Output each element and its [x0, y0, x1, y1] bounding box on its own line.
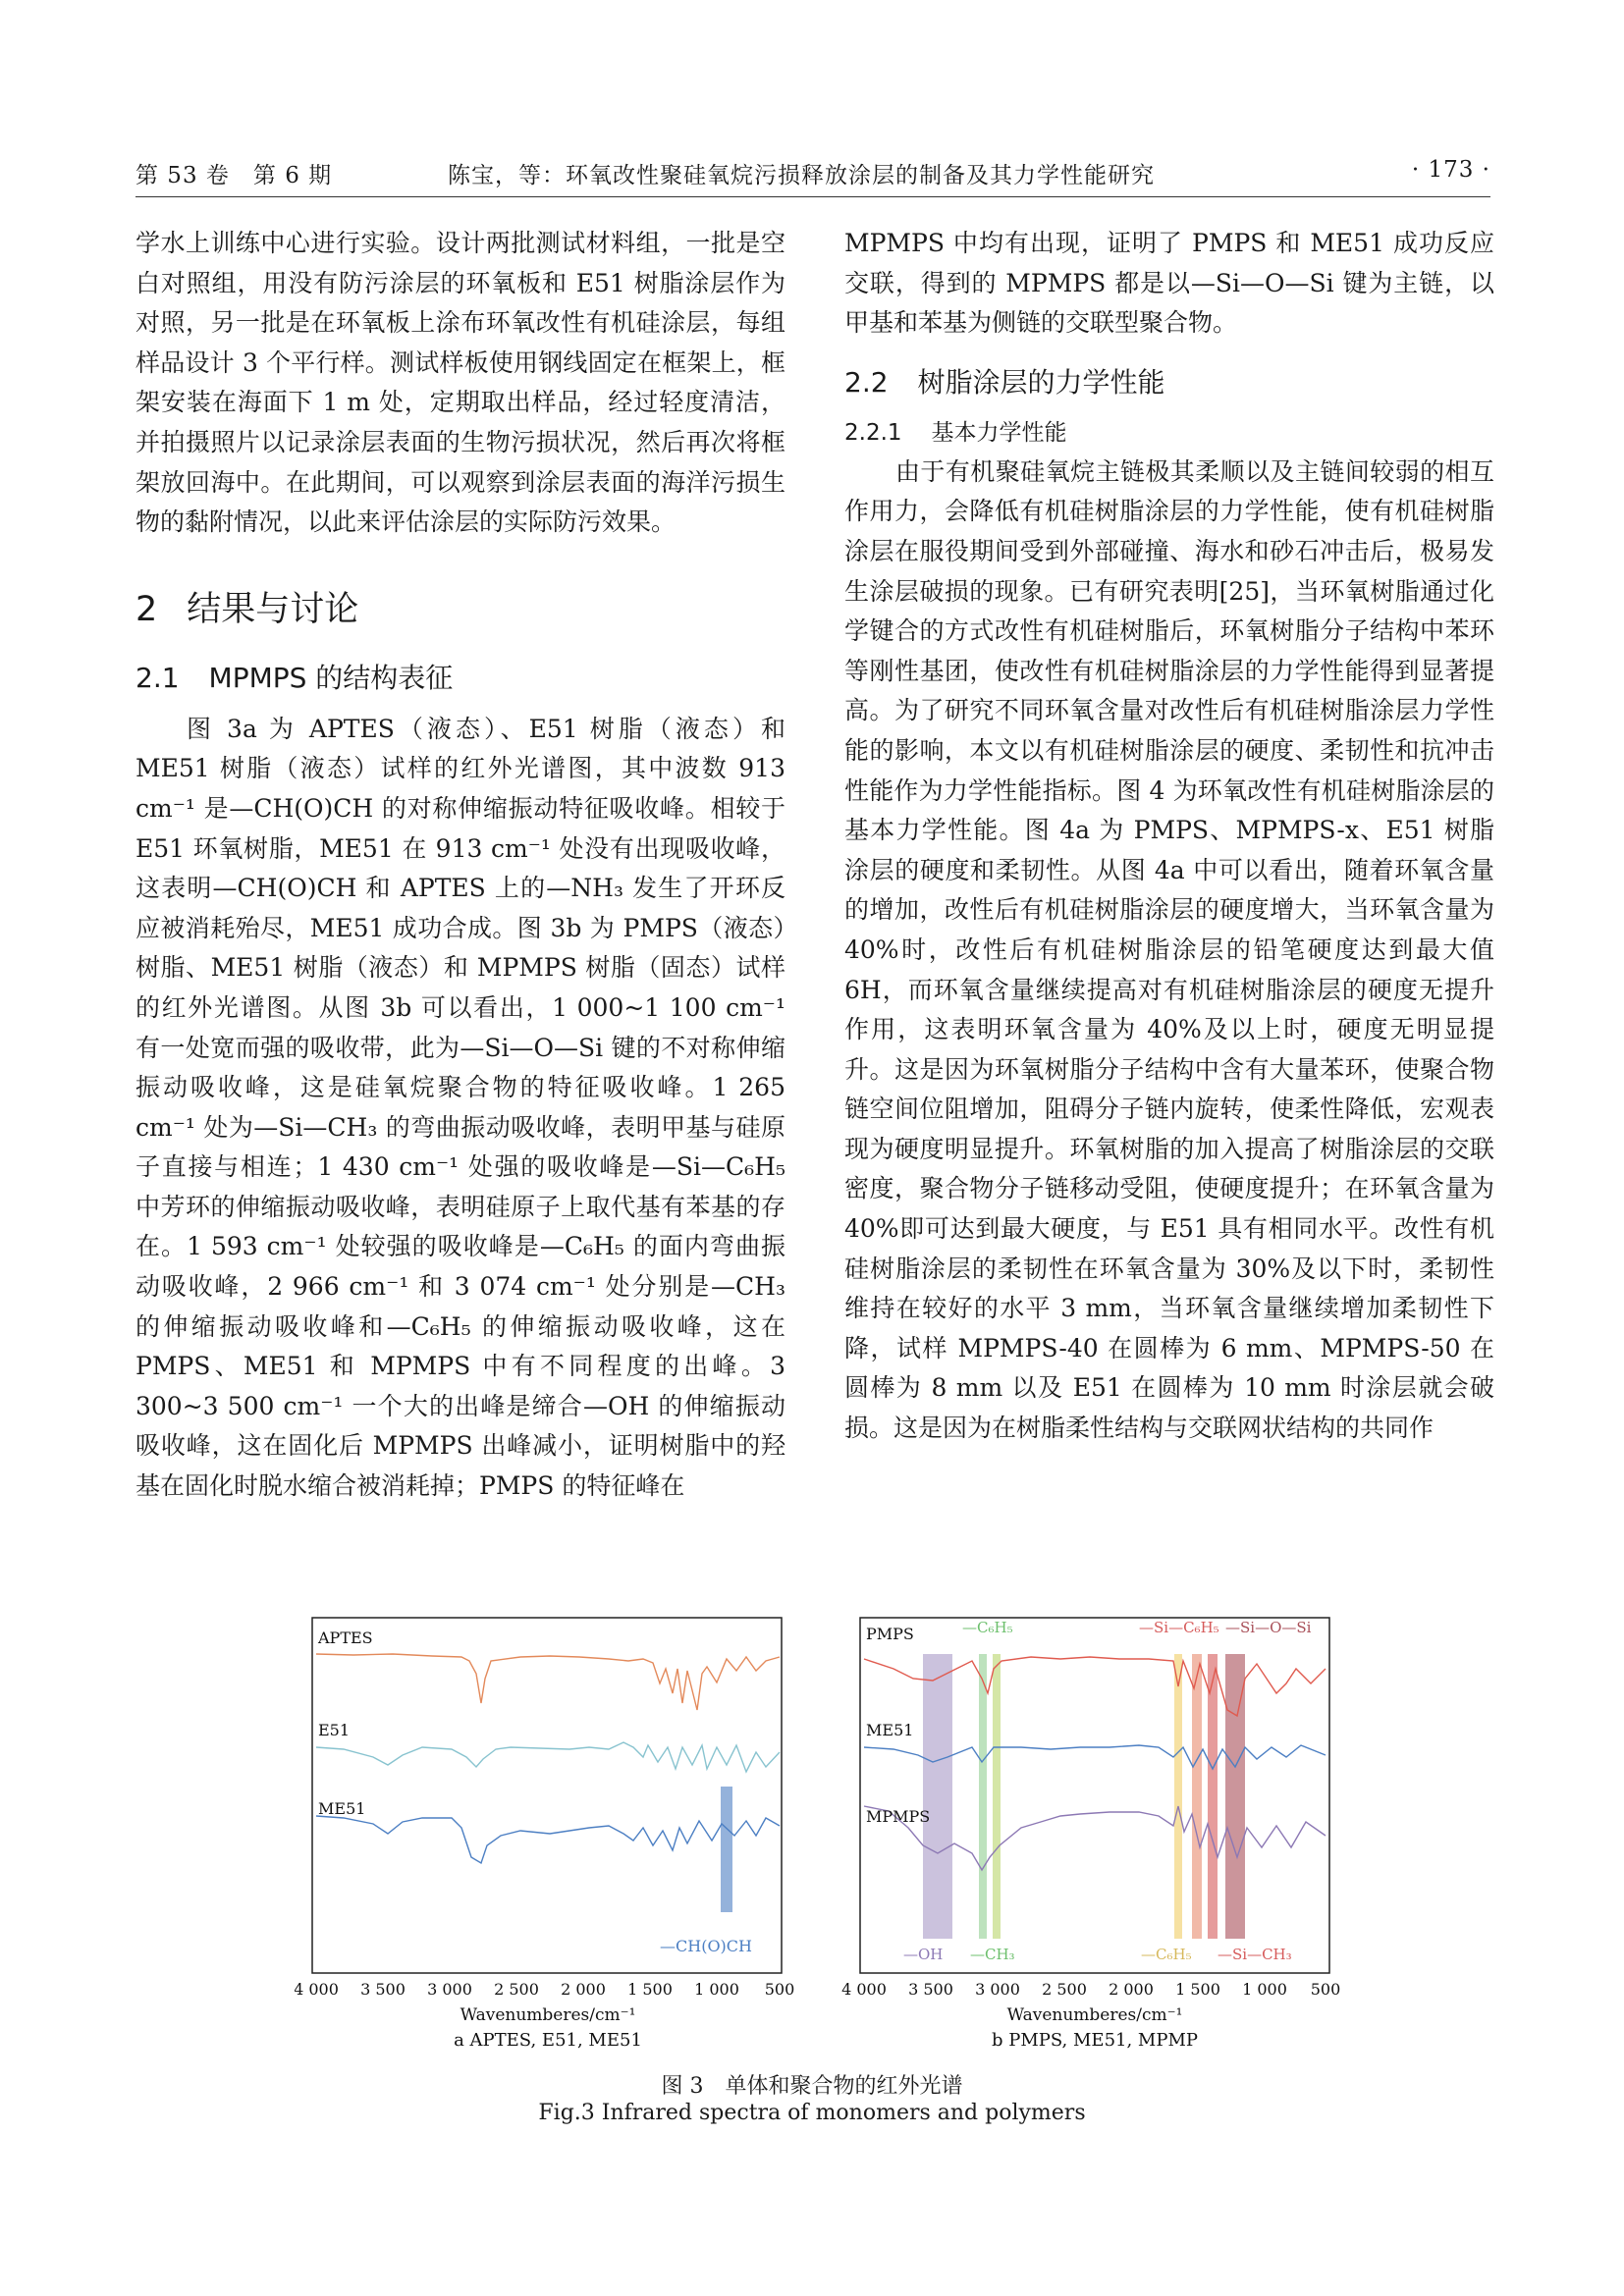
subsection-title: 树脂涂层的力学性能 — [917, 365, 1165, 399]
tick-a-1: 3 500 — [360, 1980, 406, 1999]
annotation-ch3: —CH₃ — [970, 1946, 1015, 1963]
paragraph: 由于有机聚硅氧烷主链极其柔顺以及主链间较弱的相互作用力，会降低有机硅树脂涂层的力学性能，使有机硅树脂涂层在服役期间受到外部碰撞、海水和砂石冲击后，极易发生涂层破损的现象。已有研究表明[25]，当环氧树脂通过化学键合的方式改性有机硅树脂后，环氧树脂分子结构中苯环等刚性基团，使改性有机硅树脂涂层的力学性能得到显著提高。为了研究不同环氧含量对改性后有机硅树脂涂层力学性能的影响，本文以有机硅树脂涂层的硬度、柔韧性和抗冲击性能作为力学性能指标。图 4 为环氧改性有机硅树脂涂层的基本力学性能。图 4a 为 PMPS、MPMPS-x、E51 树脂涂层的硬度和柔韧性。从图 4a 中可以看出，随着环氧含量的增加，改性后有机硅树脂涂层的硬度增大，当环氧含量为 40%时，改性后有机硅树脂涂层的铅笔硬度达到最大值 6H，而环氧含量继续提高对有机硅树脂涂层的硬度无提升作用，这表明环氧含量为 40%及以上时，硬度无明显提升。这是因为环氧树脂分子结构中含有大量苯环，使聚合物链空间位阻增加，阻碍分子链内旋转，使柔性降低，宏观表现为硬度明显提升。环氧树脂的加入提高了树脂涂层的交联密度，聚合物分子链移动受阻，使硬度提升；在环氧含量为 40%即可达到最大硬度，与 E51 具有相同水平。改性有机硅树脂涂层的柔韧性在环氧含量为 30%及以下时，柔韧性维持在较好的水平 3 mm，当环氧含量继续增加柔韧性下降，试样 MPMPS-40 在圆棒为 6 mm、MPMPS-50 在圆棒为 8 mm 以及 E51 在圆棒为 10 mm 时涂层就会破损。这是因为在树脂柔性结构与交联网状结构的共同作 — [844, 456, 1494, 1443]
tick-a-2: 3 000 — [427, 1980, 472, 1999]
subsection-heading — [135, 657, 785, 696]
annotation-c6h5-bottom: —C₆H₅ — [1141, 1946, 1192, 1963]
paragraph: MPMPS 中均有出现，证明了 PMPS 和 ME51 成功反应交联，得到的 MPMPS 都是以—Si—O—Si 键为主链，以甲基和苯基为侧链的交联型聚合物。 — [844, 229, 1494, 338]
panel-b-xlabel: Wavenumberes/cm⁻¹ — [1006, 2005, 1183, 2025]
si-o-si-band — [1225, 1654, 1245, 1939]
figure-3 — [295, 1600, 1375, 2091]
panel-a-xlabel: Wavenumberes/cm⁻¹ — [460, 2005, 636, 2025]
tick-b-2: 3 000 — [975, 1980, 1020, 1999]
e51-spectrum — [316, 1742, 780, 1772]
header-rule — [135, 196, 1490, 197]
tick-a-4: 2 000 — [561, 1980, 606, 1999]
annotation-ch-o-ch: —CH(O)CH — [660, 1937, 752, 1955]
c6h5-bend-band — [1174, 1654, 1182, 1939]
c6h5-stretch-band — [993, 1654, 1001, 1939]
section-title: 结果与讨论 — [187, 589, 359, 629]
subsubsection-number: 2.2.1 — [844, 419, 902, 446]
annotation-c6h5-top: —C₆H₅ — [962, 1619, 1013, 1636]
tick-a-3: 2 500 — [494, 1980, 539, 1999]
subsection-title: MPMPS 的结构表征 — [208, 661, 454, 694]
label-e51: E51 — [318, 1721, 351, 1739]
paragraph: 学水上训练中心进行实验。设计两批测试材料组，一批是空白对照组，用没有防污涂层的环氧板和 E51 树脂涂层作为对照，另一批是在环氧板上涂布环氧改性有机硅涂层，每组样品设计 3 个平行样。测试样板使用钢线固定在框架上，框架安装在海面下 1 m 处，定期取出样品，经过轻度清洁，并拍摄照片以记录涂层表面的生物污损状况，然后再次将框架放回海中。在此期间，可以观察到涂层表面的海洋污损生物的黏附情况，以此来评估涂层的实际防污效果。 — [135, 229, 785, 537]
annotation-si-ch3: —Si—CH₃ — [1218, 1946, 1292, 1963]
panel-a-ticks — [295, 1980, 794, 1999]
paragraph: 图 3a 为 APTES（液态）、E51 树脂（液态）和 ME51 树脂（液态）试样的红外光谱图，其中波数 913 cm⁻¹ 是—CH(O)CH 的对称伸缩振动特征吸收峰。相较于 E51 环氧树脂，ME51 在 913 cm⁻¹ 处没有出现吸收峰，这表明—CH(O)CH 和 APTES 上的—NH₃ 发生了开环反应被消耗殆尽，ME51 成功合成。图 3b 为 PMPS（液态）树脂、ME51 树脂（液态）和 MPMPS 树脂（固态）试样的红外光谱图。从图 3b 可以看出，1 000~1 100 cm⁻¹ 有一处宽而强的吸收带，此为—Si—O—Si 键的不对称伸缩振动吸收峰，这是硅氧烷聚合物的特征吸收峰。1 265 cm⁻¹ 处为—Si—CH₃ 的弯曲振动吸收峰，表明甲基与硅原子直接与相连；1 430 cm⁻¹ 处强的吸收峰是—Si—C₆H₅ 中芳环的伸缩振动吸收峰，表明硅原子上取代基有苯基的存在。1 593 cm⁻¹ 处较强的吸收峰是—C₆H₅ 的面内弯曲振动吸收峰，2 966 cm⁻¹ 和 3 074 cm⁻¹ 处分别是—CH₃ 的伸缩振动吸收峰和—C₆H₅ 的伸缩振动吸收峰，这在 PMPS、ME51 和 MPMPS 中有不同程度的出峰。3 300~3 500 cm⁻¹ 一个大的出峰是缔合—OH 的伸缩振动吸收峰，这在固化后 MPMPS 出峰减小，证明树脂中的羟基在固化时脱水缩合被消耗掉；PMPS 的特征峰在 — [135, 714, 785, 1501]
aptes-spectrum — [316, 1654, 780, 1710]
tick-a-5: 1 500 — [627, 1980, 673, 1999]
panel-a-caption: a APTES, E51, ME51 — [454, 2030, 642, 2051]
label-mpmps: MPMPS — [866, 1807, 931, 1826]
panel-b — [841, 1618, 1340, 2051]
annotation-si-c6h5: —Si—C₆H₅ — [1139, 1619, 1219, 1636]
ch3-band — [979, 1654, 987, 1939]
label-aptes: APTES — [318, 1629, 373, 1647]
tick-b-7: 500 — [1310, 1980, 1341, 1999]
annotation-oh: —OH — [903, 1946, 944, 1963]
tick-a-6: 1 000 — [694, 1980, 739, 1999]
subsection-number: 2.1 — [135, 661, 180, 694]
tick-b-0: 4 000 — [841, 1980, 887, 1999]
ir-spectra-figure — [295, 1600, 1375, 2066]
oh-band — [923, 1654, 952, 1939]
tick-a-0: 4 000 — [295, 1980, 339, 1999]
label-pmps: PMPS — [866, 1625, 914, 1643]
figure-caption-en: Fig.3 Infrared spectra of monomers and polymers — [538, 2101, 1086, 2125]
left-column — [135, 224, 785, 1507]
tick-b-6: 1 000 — [1242, 1980, 1287, 1999]
subsection-heading — [844, 361, 1494, 400]
running-title: 陈宝，等：环氧改性聚硅氧烷污损释放涂层的制备及其力学性能研究 — [448, 163, 1155, 188]
section-number: 2 — [135, 589, 158, 629]
panel-b-ticks — [841, 1980, 1340, 1999]
tick-b-3: 2 500 — [1042, 1980, 1087, 1999]
subsubsection-title: 基本力学性能 — [931, 419, 1067, 446]
panel-a-frame — [312, 1618, 782, 1973]
annotation-si-o-si: —Si—O—Si — [1225, 1619, 1312, 1636]
panel-b-caption: b PMPS, ME51, MPMP — [991, 2030, 1199, 2051]
page-number: · 173 · — [1411, 157, 1490, 183]
label-me51-b: ME51 — [866, 1721, 914, 1739]
subsubsection-heading — [844, 414, 1494, 447]
journal-issue: 第 53 卷 第 6 期 — [135, 163, 333, 188]
right-column — [844, 224, 1494, 1449]
section-heading — [135, 582, 785, 631]
si-c6h5-band — [1192, 1654, 1202, 1939]
me51-spectrum — [316, 1816, 780, 1863]
subsection-number: 2.2 — [844, 365, 889, 399]
figure-caption-zh: 图 3 单体和聚合物的红外光谱 — [661, 2074, 963, 2099]
si-ch3-band — [1208, 1654, 1218, 1939]
label-me51: ME51 — [318, 1799, 366, 1818]
tick-b-1: 3 500 — [908, 1980, 953, 1999]
tick-b-5: 1 500 — [1175, 1980, 1220, 1999]
ch-o-ch-band — [721, 1787, 732, 1912]
tick-b-4: 2 000 — [1109, 1980, 1154, 1999]
tick-a-7: 500 — [764, 1980, 795, 1999]
running-header — [135, 157, 1490, 196]
panel-a — [295, 1618, 794, 2051]
